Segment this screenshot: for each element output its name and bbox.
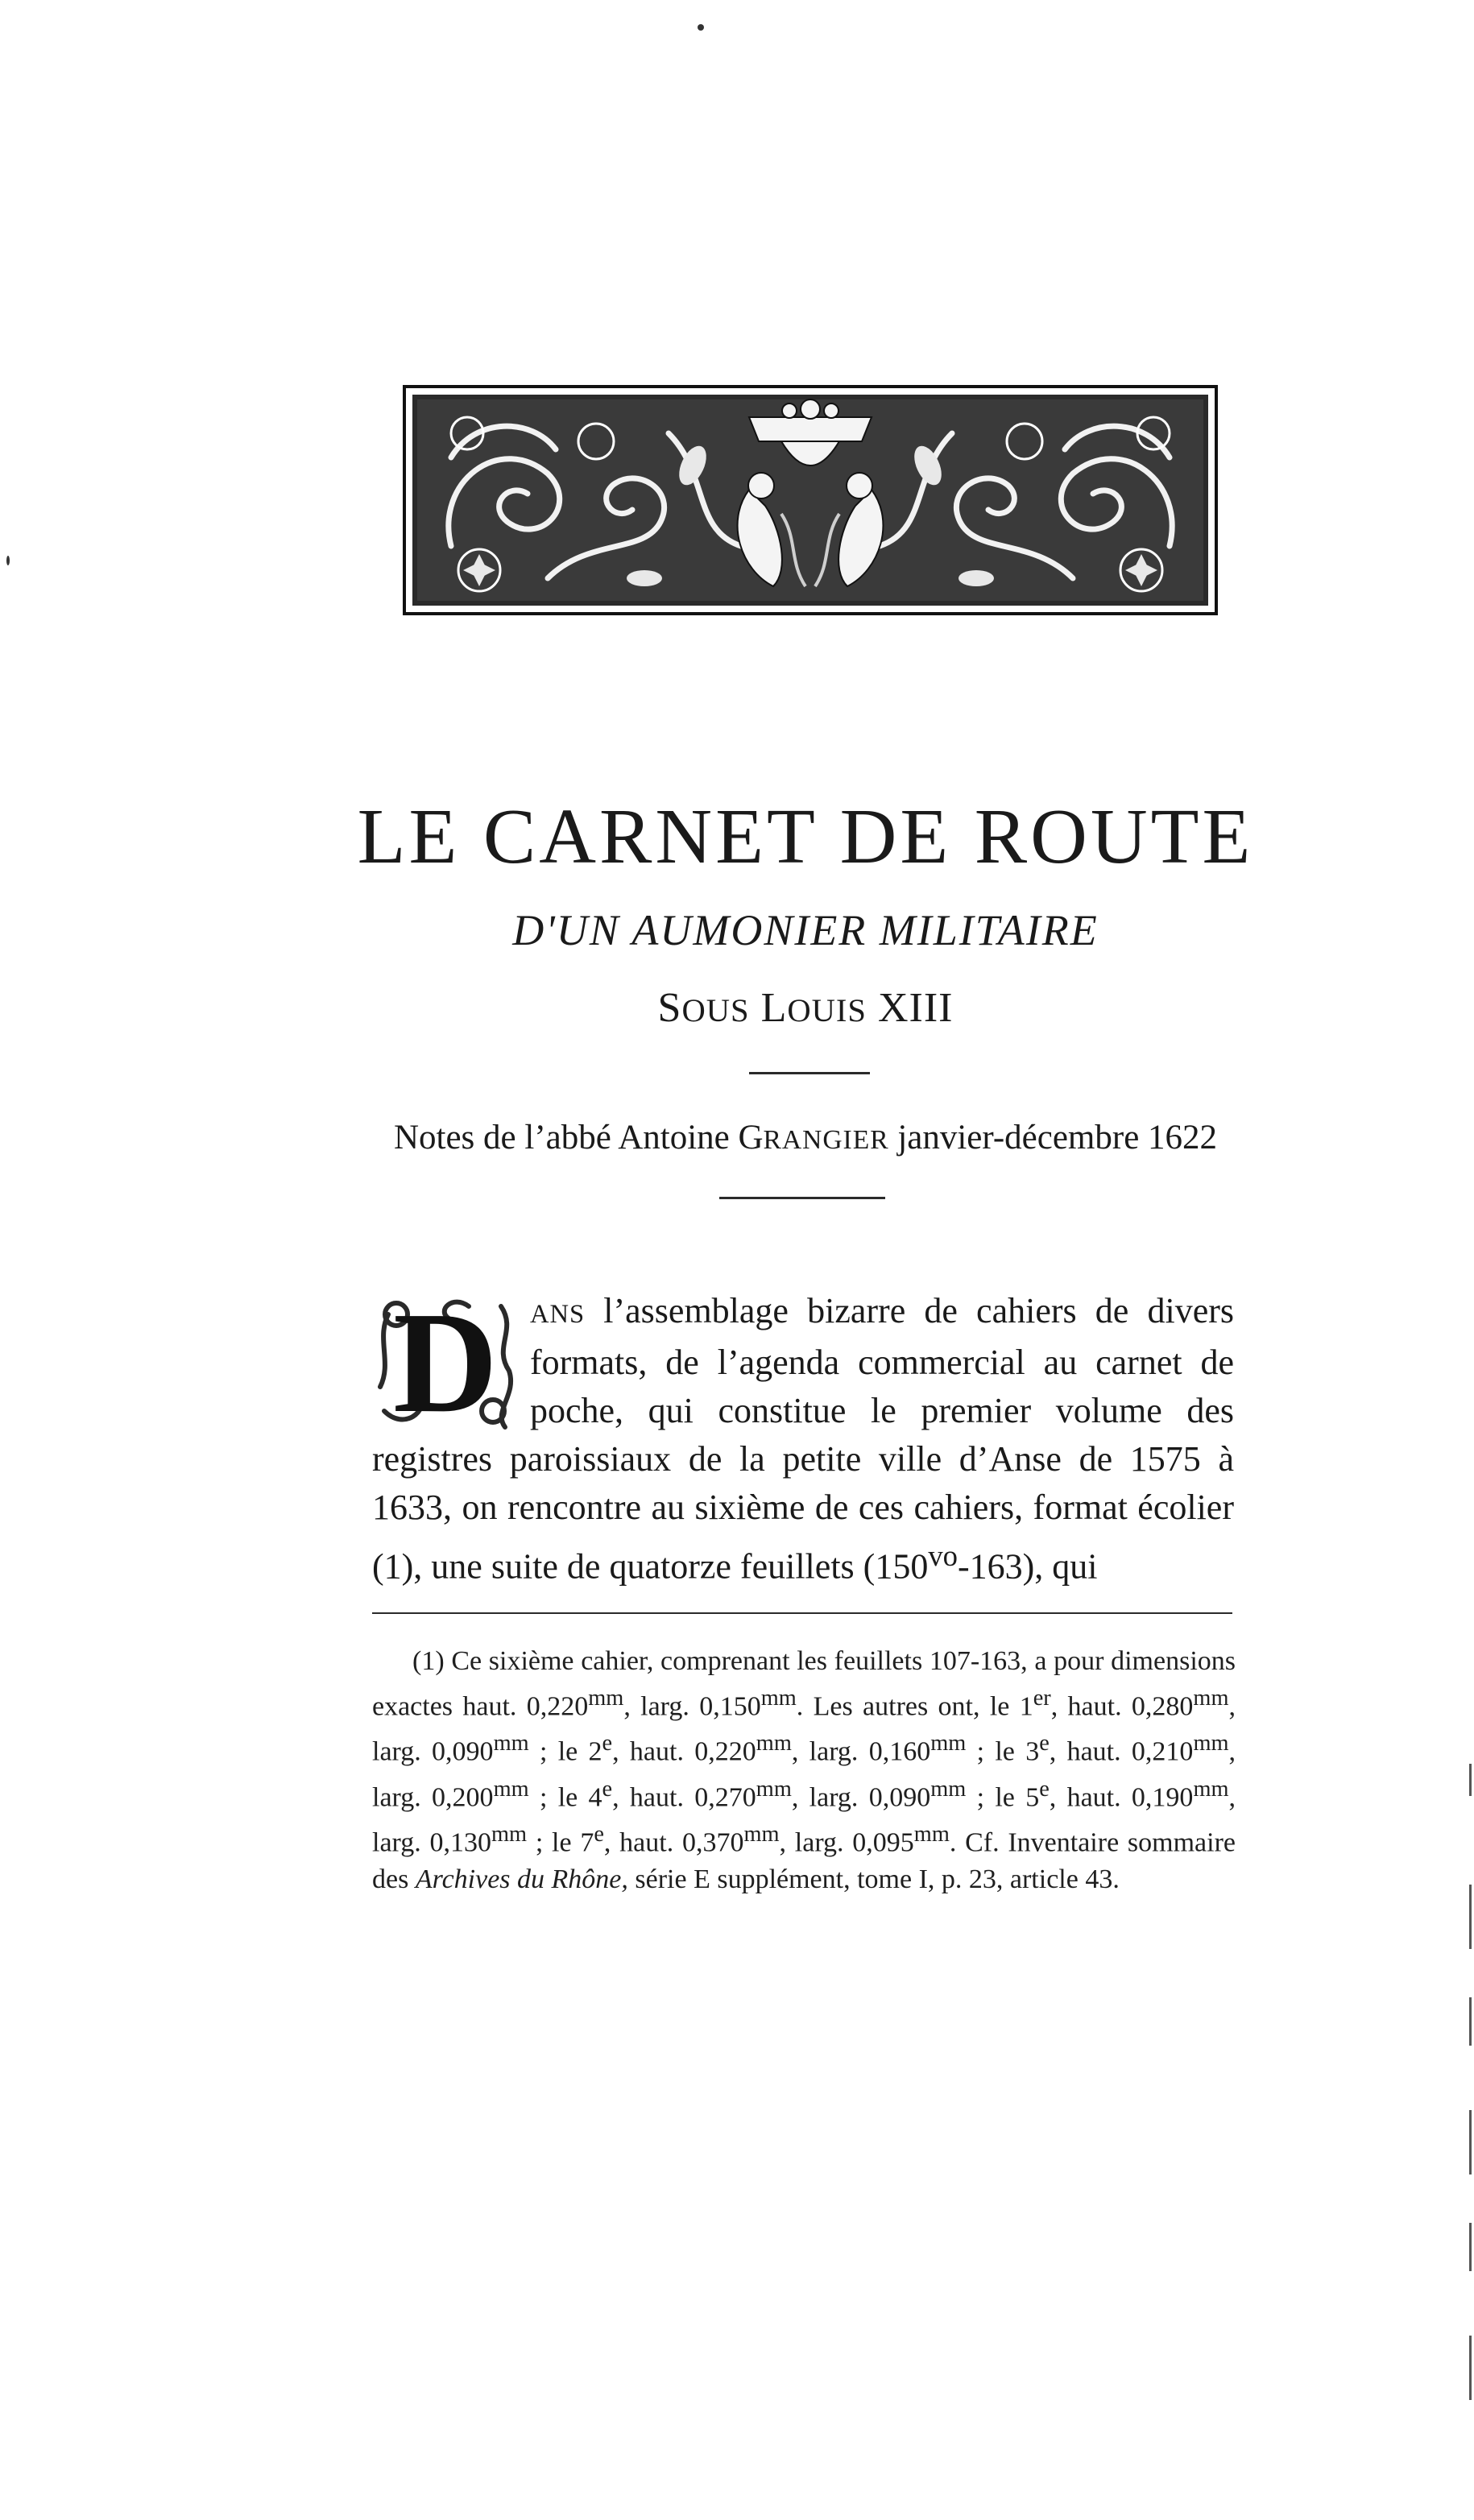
reign-word-2-rest: OUIS: [787, 992, 867, 1028]
notes-name-initial: G: [738, 1119, 764, 1157]
unit-superscript: mm: [930, 1776, 967, 1802]
title-divider: [749, 1072, 870, 1074]
ordinal-superscript: e: [594, 1821, 604, 1847]
reign-numeral: XIII: [877, 985, 954, 1031]
footnote-text: , larg. 0,095: [779, 1827, 914, 1858]
unit-superscript: mm: [743, 1821, 780, 1847]
unit-superscript: mm: [588, 1686, 624, 1711]
headpiece-ornament-illustration: [403, 385, 1218, 615]
body-text-2: -163), qui: [957, 1546, 1098, 1587]
unit-superscript: mm: [491, 1821, 528, 1847]
unit-superscript: mm: [756, 1731, 792, 1757]
footnote-text: , larg. 0,090: [372, 1691, 1236, 1767]
archives-title: Archives du Rhône,: [415, 1864, 628, 1895]
unit-superscript: mm: [493, 1731, 529, 1757]
footnote-text: ; le 4: [528, 1781, 602, 1812]
reign-word-1-initial: S: [657, 985, 682, 1031]
footnote-text: . Les autres ont, le 1: [796, 1691, 1033, 1722]
footnote-text: , larg. 0,200: [372, 1736, 1236, 1812]
footnote-text: ; le 3: [966, 1736, 1040, 1767]
footnote-text: , haut. 0,370: [603, 1827, 744, 1858]
scan-edge-mark: [1469, 1764, 1472, 1796]
notes-divider: [719, 1197, 885, 1199]
unit-superscript: mm: [1193, 1731, 1229, 1757]
ordinal-superscript: e: [602, 1731, 613, 1757]
scan-speck: [698, 24, 704, 31]
unit-superscript: mm: [760, 1686, 797, 1711]
ornamental-headpiece: [403, 385, 1218, 615]
scan-edge-mark: [1469, 1997, 1472, 2046]
verso-superscript: vo: [928, 1539, 958, 1572]
dropcap-letter-illustration: [372, 1290, 519, 1434]
reign-word-1-rest: OUS: [681, 992, 750, 1028]
scan-edge-mark: [1469, 1885, 1472, 1949]
notes-line: [242, 1120, 1369, 1155]
footnote-text: , larg. 0,160: [791, 1736, 931, 1767]
footnote-text: , haut. 0,270: [612, 1781, 756, 1812]
dropcap-letter: D: [393, 1290, 498, 1434]
footnote-text: , larg. 0,130: [372, 1781, 1236, 1858]
footnote-text: ; le 5: [966, 1781, 1040, 1812]
unit-superscript: mm: [1193, 1686, 1229, 1711]
footnote-text: . Cf. Inventaire sommaire des: [372, 1827, 1236, 1895]
body-text-1: l’assemblage bizarre de cahiers de divers formats, de l’agenda commercial au carnet de poche, qui constitue le premier volume des registres paroissiaux de la petite ville d’Anse de 1575 à 1633, on rencontre au sixième de ces cahiers, format écolier (1), une suite de quatorze feuillets (150: [372, 1291, 1234, 1587]
notes-prefix: Notes de l’abbé Antoine: [393, 1119, 739, 1157]
scan-edge-mark: [1469, 2223, 1472, 2271]
notes-suffix: janvier-décembre 1622: [888, 1119, 1218, 1157]
footnote-text: ; le 2: [528, 1736, 602, 1767]
dropcap-ornament: [372, 1290, 519, 1434]
scan-speck: [6, 556, 10, 565]
footnote-text: , haut. 0,190: [1049, 1781, 1194, 1812]
unit-superscript: mm: [913, 1821, 950, 1847]
footnote-text: , haut. 0,220: [612, 1736, 756, 1767]
footnote-text: , larg. 0,150: [623, 1691, 761, 1722]
notes-name-rest: RANGIER: [763, 1125, 889, 1155]
reign-line: [242, 987, 1369, 1029]
footnote-1: [372, 1643, 1236, 1898]
reign-word-2-initial: L: [760, 985, 788, 1031]
unit-superscript: mm: [930, 1731, 967, 1757]
footnote-divider: [372, 1612, 1232, 1614]
ordinal-superscript: er: [1033, 1686, 1051, 1711]
scan-edge-mark: [1469, 2336, 1472, 2400]
page-title: LE CARNET DE ROUTE: [357, 793, 1254, 880]
ordinal-superscript: e: [1039, 1731, 1050, 1757]
ordinal-superscript: e: [602, 1776, 613, 1802]
footnote-text: série E supplément, tome I, p. 23, article 43.: [627, 1864, 1120, 1895]
ordinal-superscript: e: [1039, 1776, 1050, 1802]
unit-superscript: mm: [493, 1776, 529, 1802]
page-subtitle: D'UN AUMONIER MILITAIRE: [512, 906, 1099, 954]
footnote-text: , haut. 0,210: [1049, 1736, 1194, 1767]
footnote-text: , larg. 0,090: [791, 1781, 931, 1812]
unit-superscript: mm: [756, 1776, 792, 1802]
footnote-text: ; le 7: [527, 1827, 594, 1858]
unit-superscript: mm: [1193, 1776, 1229, 1802]
lead-word: ANS: [530, 1300, 586, 1329]
scan-edge-mark: [1469, 2110, 1472, 2174]
body-paragraph: [372, 1287, 1234, 1591]
footnote-text: (1) Ce sixième cahier, comprenant les feuillets 107-163, a pour dimensions exactes haut. 0,220: [372, 1646, 1236, 1722]
footnote-text: , haut. 0,280: [1050, 1691, 1194, 1722]
